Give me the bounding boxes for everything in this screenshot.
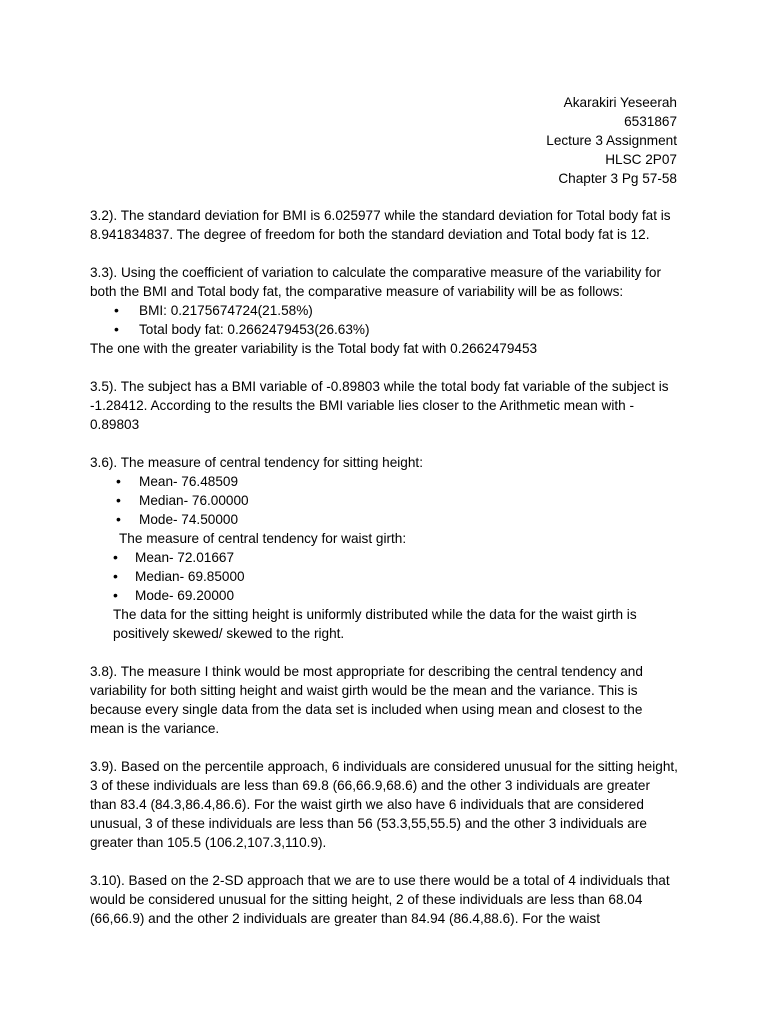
list-item-text: Mode- 69.20000 <box>135 588 235 603</box>
header-block <box>546 93 677 188</box>
list-item-text: Median- 76.00000 <box>139 493 249 508</box>
answer-3-5 <box>90 377 680 434</box>
list-item <box>90 472 680 491</box>
student-id: 6531867 <box>624 114 677 129</box>
cv-bullet-list <box>90 301 680 339</box>
list-item <box>90 491 680 510</box>
answer-3-10-text: 3.10). Based on the 2-SD approach that we are to use there would be a total of 4 individuals that would be considered unusual for the sitting height, 2 of these individuals are less than 68.04 (66,66.9) and the other 2 individuals are greater than 84.94 (86.4,88.6). For the waist <box>90 873 670 926</box>
list-item <box>90 320 680 339</box>
bullet-icon: • <box>114 321 119 337</box>
answer-3-2-text: 3.2). The standard deviation for BMI is 6.025977 while the standard deviation for Total body fat is 8.941834837. The degree of freedom for both the standard deviation and Total body fat is 12. <box>90 208 671 242</box>
answer-3-9-text: 3.9). Based on the percentile approach, 6 individuals are considered unusual for the sitting height, 3 of these individuals are less than 69.8 (66,66.9,68.6) and the other 3 individuals are greater than 83.4 (84.3,86.4,86.6). For the waist girth we also have 6 individuals that are considered unusual, 3 of these individuals are less than 56 (53.3,55,55.5) and the other 3 individuals are greater than 105.5 (106.2,107.3,110.9). <box>90 759 678 850</box>
answer-3-10 <box>90 871 680 928</box>
answer-3-3 <box>90 263 680 358</box>
course-code: HLSC 2P07 <box>605 152 677 167</box>
bullet-icon: • <box>114 302 119 318</box>
answer-3-3-conclusion: The one with the greater variability is the Total body fat with 0.2662479453 <box>90 341 538 356</box>
bullet-icon: • <box>113 568 118 584</box>
list-item-text: BMI: 0.2175674724(21.58%) <box>139 303 313 318</box>
list-item-text: Mean- 72.01667 <box>135 550 235 565</box>
list-item <box>90 548 680 567</box>
list-item <box>90 301 680 320</box>
answer-3-6-conclusion: The data for the sitting height is uniformly distributed while the data for the waist girth is positively skewed/ skewed to the right. <box>113 607 637 641</box>
bullet-icon: • <box>116 473 121 489</box>
answer-3-2 <box>90 206 680 244</box>
assignment-title: Lecture 3 Assignment <box>546 133 677 148</box>
bullet-icon: • <box>113 587 118 603</box>
answer-3-8 <box>90 662 680 738</box>
bullet-icon: • <box>116 511 121 527</box>
answer-3-9 <box>90 757 680 852</box>
list-item <box>90 586 680 605</box>
author-name: Akarakiri Yeseerah <box>563 95 677 110</box>
list-item <box>90 510 680 529</box>
answer-3-6 <box>90 453 680 643</box>
answer-3-5-text: 3.5). The subject has a BMI variable of -0.89803 while the total body fat variable of the subject is -1.28412. According to the results the BMI variable lies closer to the Arithmetic mean with - 0.89803 <box>90 379 669 432</box>
sitting-height-list <box>90 472 680 529</box>
document-body <box>90 206 680 947</box>
bullet-icon: • <box>116 492 121 508</box>
waist-girth-intro: The measure of central tendency for waist girth: <box>119 531 407 546</box>
waist-girth-list <box>90 548 680 605</box>
chapter-reference: Chapter 3 Pg 57-58 <box>558 171 677 186</box>
bullet-icon: • <box>113 549 118 565</box>
list-item <box>90 567 680 586</box>
list-item-text: Mean- 76.48509 <box>139 474 239 489</box>
list-item-text: Total body fat: 0.2662479453(26.63%) <box>139 322 370 337</box>
list-item-text: Mode- 74.50000 <box>139 512 239 527</box>
answer-3-3-intro: 3.3). Using the coefficient of variation to calculate the comparative measure of the variability for both the BMI and Total body fat, the comparative measure of variability will be as follows: <box>90 265 661 299</box>
answer-3-8-text: 3.8). The measure I think would be most appropriate for describing the central tendency and variability for both sitting height and waist girth would be the mean and the variance. This is because every single data from the data set is included when using mean and closest to the mean is the variance. <box>90 664 643 736</box>
list-item-text: Median- 69.85000 <box>135 569 245 584</box>
answer-3-6-intro: 3.6). The measure of central tendency for sitting height: <box>90 455 423 470</box>
